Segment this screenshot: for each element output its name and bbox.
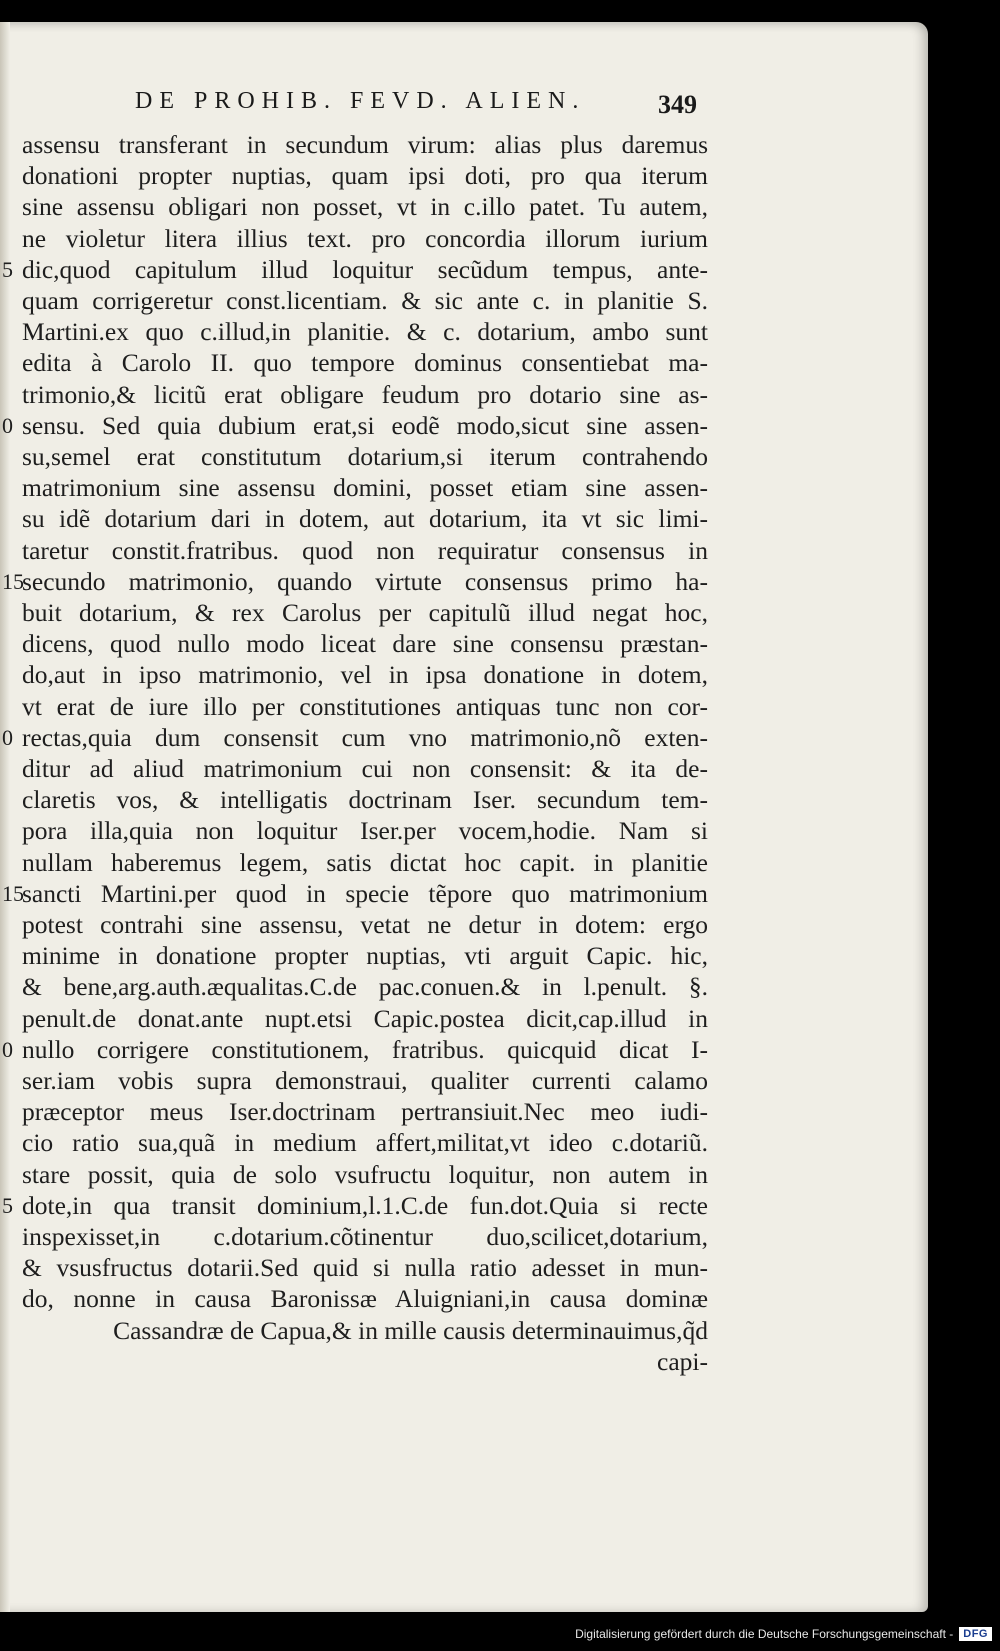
text-line: quam corrigeretur const.licentiam. & sic ante c. in planitie S.: [22, 286, 708, 315]
text-line: præceptor meus Iser.doctrinam pertransiuit.Nec meo iudi-: [22, 1097, 708, 1127]
text-line: taretur constit.fratribus. quod non requiratur consensus in: [22, 535, 708, 565]
dfg-logo: DFG: [959, 1627, 992, 1641]
footer: [575, 1625, 992, 1643]
text-line: edita à Carolo II. quo tempore dominus consentiebat ma-: [22, 348, 708, 378]
text-line: dicens, quod nullo modo liceat dare sine consensu præstan-: [22, 629, 708, 659]
text-line: ditur ad aliud matrimonium cui non consensit: & ita de-: [22, 754, 708, 783]
text-line: buit dotarium, & rex Carolus per capitulũ illud negat hoc,: [22, 598, 708, 627]
text-line: assensu transferant in secundum virum: alias plus daremus: [22, 130, 708, 159]
margin-line-number: 0: [2, 412, 13, 438]
text-line: su,semel erat constitutum dotarium,si iterum contrahendo: [22, 442, 708, 471]
text-line: do, nonne in causa Baronissæ Aluigniani,in causa dominæ: [22, 1284, 708, 1314]
text-line: matrimonium sine assensu domini, posset etiam sine assen-: [22, 473, 708, 503]
text-line: Cassandræ de Capua,& in mille causis determinauimus,q̃d: [113, 1315, 708, 1345]
text-line: sancti Martini.per quod in specie tẽpore quo matrimonium: [22, 878, 708, 908]
text-line: su idẽ dotarium dari in dotem, aut dotarium, ita vt sic limi-: [22, 504, 708, 534]
text-line: & vsusfructus dotarii.Sed quid si nulla ratio adesset in mun-: [22, 1253, 708, 1283]
text-line: vt erat de iure illo per constitutiones antiquas tunc non cor-: [22, 691, 708, 721]
text-line: pora illa,quia non loquitur Iser.per vocem,hodie. Nam si: [22, 816, 708, 846]
margin-line-number: 5: [2, 1192, 13, 1218]
text-line: dote,in qua transit dominium,l.1.C.de fun.dot.Quia si recte: [22, 1190, 708, 1220]
text-line: rectas,quia dum consensit cum vno matrimonio,nõ exten-: [22, 722, 708, 752]
page-number: 349: [658, 90, 697, 119]
text-line: donationi propter nuptias, quam ipsi doti, pro qua iterum: [22, 161, 708, 191]
text-line: nullo corrigere constitutionem, fratribus. quicquid dicat I-: [22, 1034, 708, 1064]
text-line: inspexisset,in c.dotarium.cõtinentur duo,scilicet,dotarium,: [22, 1222, 708, 1251]
book-page: [0, 22, 928, 1612]
catchword: capi-: [657, 1346, 708, 1376]
margin-line-number: 15: [2, 880, 24, 906]
text-line: sensu. Sed quia dubium erat,si eodẽ modo,sicut sine assen-: [22, 410, 708, 440]
text-line: & bene,arg.auth.æqualitas.C.de pac.conuen.& in l.penult. §.: [22, 972, 708, 1002]
text-line: do,aut in ipso matrimonio, vel in ipsa donatione in dotem,: [22, 660, 708, 690]
text-line: ser.iam vobis supra demonstraui, qualiter currenti calamo: [22, 1066, 708, 1095]
text-line: claretis vos, & intelligatis doctrinam Iser. secundum tem-: [22, 785, 708, 815]
margin-line-number: 15: [2, 568, 24, 594]
running-head-title: DE PROHIB. FEVD. ALIEN.: [135, 88, 586, 114]
text-line: potest contrahi sine assensu, vetat ne detur in dotem: ergo: [22, 910, 708, 939]
text-line: nullam haberemus legem, satis dictat hoc capit. in planitie: [22, 847, 708, 877]
text-line: trimonio,& licitũ erat obligare feudum pro dotario sine as-: [22, 379, 708, 409]
margin-line-number: 0: [2, 1036, 13, 1062]
text-line: Martini.ex quo c.illud,in planitie. & c. dotarium, ambo sunt: [22, 317, 708, 347]
text-line: secundo matrimonio, quando virtute consensus primo ha-: [22, 566, 708, 596]
text-line: minime in donatione propter nuptias, vti arguit Capic. hic,: [22, 941, 708, 971]
margin-line-number: 0: [2, 724, 13, 750]
text-line: stare possit, quia de solo vsufructu loquitur, non autem in: [22, 1159, 708, 1189]
text-line: ne violetur litera illius text. pro concordia illorum iurium: [22, 223, 708, 253]
text-line: dic,quod capitulum illud loquitur secũdum tempus, ante-: [22, 254, 708, 284]
footer-credit: Digitalisierung gefördert durch die Deutsche Forschungsgemeinschaft -: [575, 1627, 954, 1641]
text-line: sine assensu obligari non posset, vt in c.illo patet. Tu autem,: [22, 192, 708, 222]
text-line: cio ratio sua,quã in medium affert,militat,vt ideo c.dotariũ.: [22, 1128, 708, 1158]
margin-line-number: 5: [2, 256, 13, 282]
text-line: penult.de donat.ante nupt.etsi Capic.postea dicit,cap.illud in: [22, 1003, 708, 1033]
running-head: [0, 88, 928, 128]
